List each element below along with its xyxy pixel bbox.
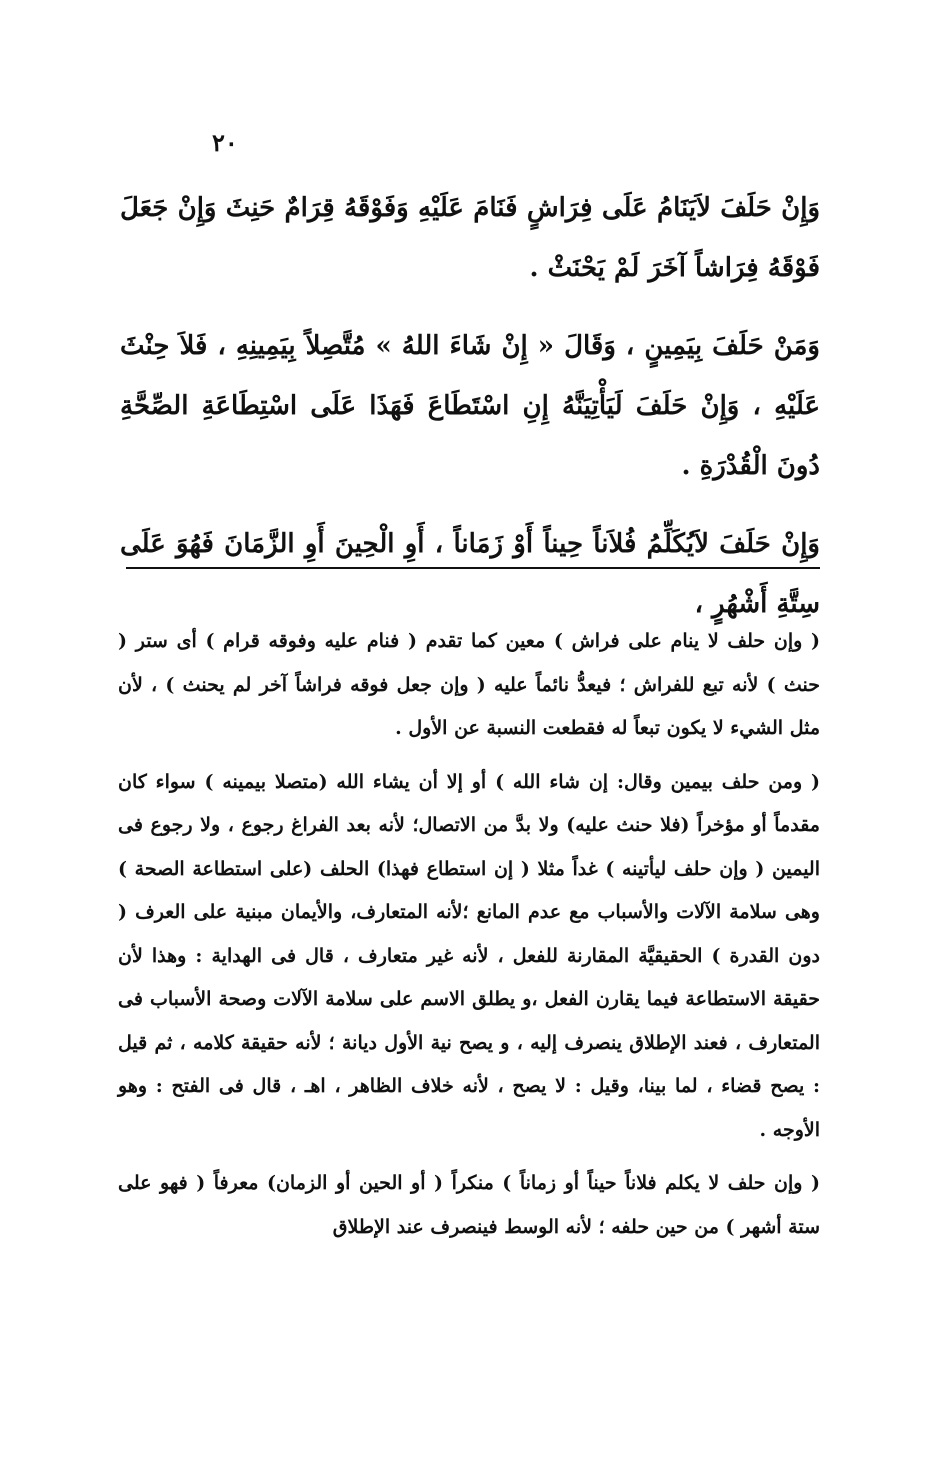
main-paragraph: وَمَنْ حَلَفَ بِيَمِينٍ ، وَقَالَ « إِنْ شَاءَ اللهُ » مُتَّصِلاً بِيَمِينِهِ ، فَلاَ حِنْثَ عَلَيْهِ ، وَإِنْ حَلَفَ لَيَأْتِيَنَّهُ إِنِ اسْتَطَاعَ فَهَذَا عَلَى اسْتِطَاعَةِ الصِّحَّةِ دُونَ الْقُدْرَةِ .	[120, 331, 820, 481]
commentary-paragraph: ( ومن حلف بيمين وقال: إن شاء الله ) أو إلا أن يشاء الله (متصلا بيمينه ) سواء كان مقدماً أو مؤخراً (فلا حنث عليه) ولا بدَّ من الاتصال؛ لأنه بعد الفراغ رجوع ، ولا رجوع فى اليمين ( وإن حلف ليأتينه ) غداً مثلا ( إن استطاع فهذا) الحلف (على استطاعة الصحة ) وهى سلامة الآلات والأسباب مع عدم المانع ؛لأنه المتعارف، والأيمان مبنية على العرف ( دون القدرة ) الحقيقيَّة المقارنة للفعل ، لأنه غير متعارف ، قال فى الهداية : وهذا لأن حقيقة الاستطاعة فيما يقارن الفعل ،و يطلق الاسم على سلامة الآلات وصحة الأسباب فى المتعارف ، فعند الإطلاق ينصرف إليه ، و يصح نية الأول ديانة ؛ لأنه حقيقة كلامه ، ثم قيل : يصح قضاء ، لما بينا، وقيل : لا يصح ، لأنه خلاف الظاهر ، اهـ ، قال فى الفتح : وهو الأوجه .	[118, 770, 820, 1141]
page-number: ٢٠	[212, 128, 238, 157]
main-paragraph: وَإِنْ حَلَفَ لاَيُكَلِّمُ فُلاَناً حِيناً أَوْ زَمَاناً ، أَوِ الْحِينَ أَوِ الزَّمَانَ فَهُوَ عَلَى سِتَّةِ أَشْهُرٍ ،	[120, 529, 820, 619]
section-divider	[126, 567, 820, 569]
commentary	[118, 620, 820, 1259]
commentary-paragraph: ( وإن حلف لا ينام على فراش ) معين كما تقدم ( فنام عليه وفوقه قرام ) أى ستر ( حنث ) لأنه تبع للفراش ؛ فيعدُّ نائماً عليه ( وإن جعل فوقه فراشاً آخر لم يحنث ) ، لأن مثل الشيء لا يكون تبعاً له فقطعت النسبة عن الأول .	[118, 630, 820, 739]
main-text	[120, 178, 820, 652]
commentary-paragraph: ( وإن حلف لا يكلم فلاناً حيناً أو زماناً ) منكراً ( أو الحين أو الزمان) معرفاً ( فهو على ستة أشهر ) من حين حلفه ؛ لأنه الوسط فينصرف عند الإطلاق	[118, 1172, 820, 1238]
main-paragraph: وَإِنْ حَلَفَ لاَيَنَامُ عَلَى فِرَاشٍ فَنَامَ عَلَيْهِ وَفَوْقَهُ قِرَامٌ حَنِثَ وَإِنْ جَعَلَ فَوْقَهُ فِرَاشاً آخَرَ لَمْ يَحْنَثْ .	[120, 193, 820, 283]
